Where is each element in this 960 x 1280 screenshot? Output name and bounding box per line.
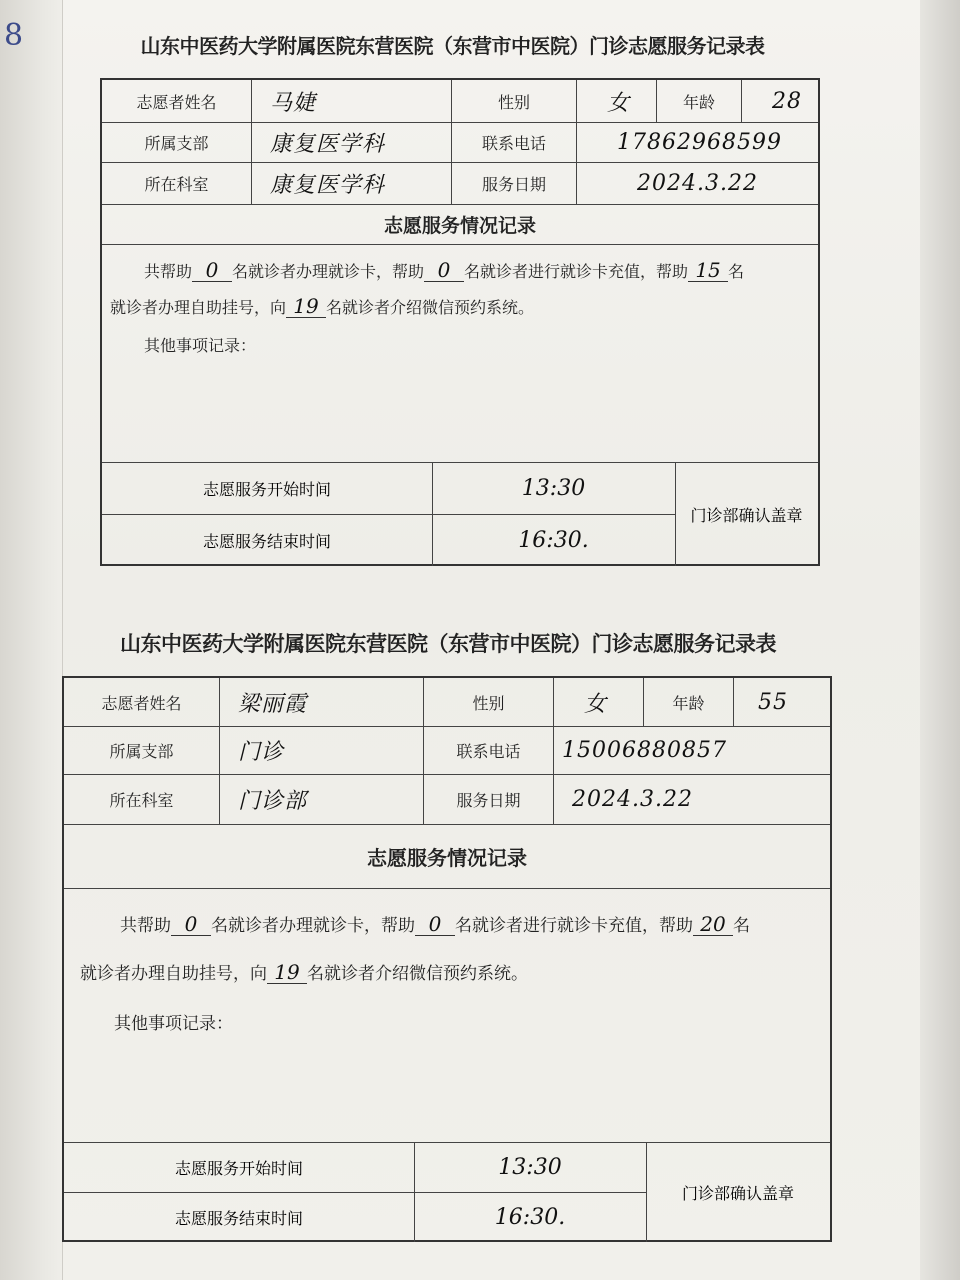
blank-card: 0 — [192, 259, 232, 282]
section-heading: 志愿服务情况记录 — [102, 204, 818, 245]
value-date: 2024.3.22 — [637, 170, 758, 196]
value-name: 梁丽霞 — [220, 678, 424, 726]
blank-wechat: 19 — [267, 961, 307, 984]
value-dept: 康复医学科 — [252, 162, 452, 204]
label-age: 年龄 — [644, 678, 734, 726]
value-gender: 女 — [577, 80, 657, 122]
label-end: 志愿服务结束时间 — [102, 514, 433, 566]
other-notes-label: 其他事项记录： — [114, 1014, 233, 1034]
value-dept: 门诊部 — [220, 774, 424, 824]
record-area — [102, 244, 818, 463]
label-dept: 所在科室 — [102, 162, 252, 204]
record-line-2: 就诊者办理自助挂号，向 19 名就诊者介绍微信预约系统。 — [80, 960, 528, 984]
row-dept — [64, 774, 830, 825]
blank-recharge: 0 — [415, 913, 455, 936]
row-times — [102, 462, 818, 566]
value-gender: 女 — [554, 678, 644, 726]
label-gender: 性别 — [452, 80, 577, 122]
value-end: 16:30. — [432, 514, 676, 566]
blank-card: 0 — [171, 913, 211, 936]
value-phone: 17862968599 — [617, 129, 782, 155]
volunteer-form-1 — [80, 30, 825, 570]
row-times — [64, 1142, 830, 1242]
label-branch: 所属支部 — [102, 122, 252, 162]
value-name: 马婕 — [252, 80, 452, 122]
label-start: 志愿服务开始时间 — [102, 462, 433, 515]
row-name — [102, 80, 818, 123]
stamp-box: 门诊部确认盖章 — [690, 505, 803, 525]
label-age: 年龄 — [657, 80, 742, 122]
blank-wechat: 19 — [286, 295, 326, 318]
stamp-box: 门诊部确认盖章 — [681, 1183, 794, 1203]
page-edge — [920, 0, 960, 1280]
blank-register: 20 — [693, 913, 733, 936]
value-age: 55 — [758, 689, 788, 715]
label-name: 志愿者姓名 — [102, 80, 252, 122]
label-end: 志愿服务结束时间 — [64, 1192, 415, 1242]
spine-mark: 8 — [4, 18, 24, 53]
row-dept — [102, 162, 818, 205]
value-end: 16:30. — [414, 1192, 647, 1242]
value-branch: 康复医学科 — [252, 122, 452, 162]
value-start: 13:30 — [414, 1142, 647, 1193]
form-table — [100, 78, 820, 566]
value-start: 13:30 — [432, 462, 676, 515]
value-date: 2024.3.22 — [572, 786, 693, 812]
form-table — [62, 676, 832, 1242]
record-line-2: 就诊者办理自助挂号，向 19 名就诊者介绍微信预约系统。 — [110, 294, 535, 318]
record-area — [64, 888, 830, 1143]
value-age: 28 — [772, 88, 802, 114]
row-branch — [102, 122, 818, 163]
form-title: 山东中医药大学附属医院东营医院（东营市中医院）门诊志愿服务记录表 — [120, 631, 776, 656]
value-branch: 门诊 — [220, 726, 424, 774]
section-heading: 志愿服务情况记录 — [64, 824, 830, 889]
label-branch: 所属支部 — [64, 726, 220, 774]
label-date: 服务日期 — [424, 774, 554, 824]
value-phone: 15006880857 — [562, 737, 727, 763]
blank-register: 15 — [688, 259, 728, 282]
volunteer-form-2 — [48, 628, 848, 1248]
label-start: 志愿服务开始时间 — [64, 1142, 415, 1193]
label-date: 服务日期 — [452, 162, 577, 204]
label-phone: 联系电话 — [424, 726, 554, 774]
blank-recharge: 0 — [424, 259, 464, 282]
record-line-1: 共帮助 0 名就诊者办理就诊卡，帮助 0 名就诊者进行就诊卡充值，帮助 15 名 — [144, 258, 745, 282]
label-phone: 联系电话 — [452, 122, 577, 162]
record-line-1: 共帮助 0 名就诊者办理就诊卡，帮助 0 名就诊者进行就诊卡充值，帮助 20 名 — [120, 912, 750, 936]
label-name: 志愿者姓名 — [64, 678, 220, 726]
label-dept: 所在科室 — [64, 774, 220, 824]
other-notes-label: 其他事项记录： — [144, 336, 257, 355]
row-branch — [64, 726, 830, 775]
label-gender: 性别 — [424, 678, 554, 726]
form-title: 山东中医药大学附属医院东营医院（东营市中医院）门诊志愿服务记录表 — [140, 34, 765, 58]
row-name — [64, 678, 830, 727]
